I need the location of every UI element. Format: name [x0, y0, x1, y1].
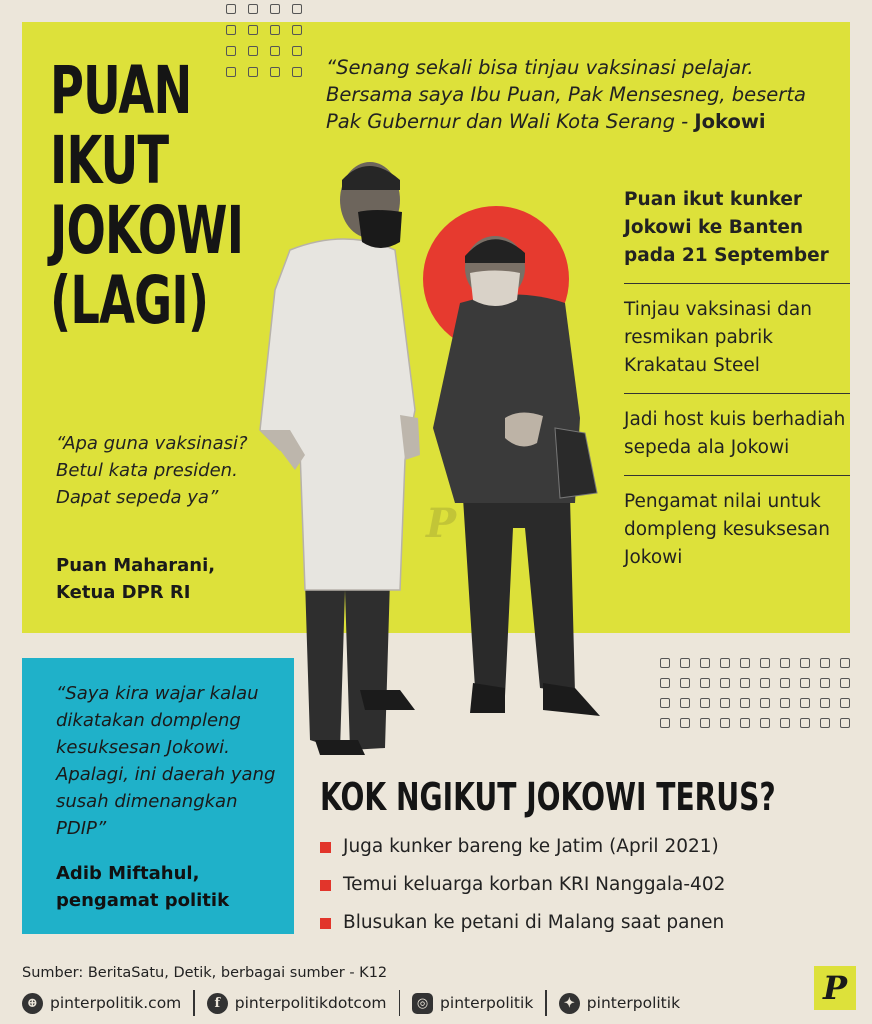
- divider: [399, 990, 401, 1016]
- social-website[interactable]: [22, 993, 181, 1014]
- instagram-icon: ◎: [412, 993, 433, 1014]
- social-twitter[interactable]: [559, 993, 680, 1014]
- decorative-dot-grid: [660, 658, 850, 728]
- kok-title: KOK NGIKUT JOKOWI TERUS?: [320, 775, 776, 819]
- list-item-text: Juga kunker bareng ke Jatim (April 2021): [343, 836, 719, 857]
- headline-line: JOKOWI: [50, 192, 244, 269]
- social-instagram[interactable]: [412, 993, 533, 1014]
- adib-quote: “Saya kira wajar kalau dikatakan dompleng kesuksesan Jokowi. Apalagi, ini daerah yang susah dimenangkan PDIP”: [56, 683, 276, 839]
- red-square-bullet-icon: [320, 842, 331, 853]
- fact-item: Jadi host kuis berhadiah sepeda ala Jokowi: [624, 394, 850, 476]
- puan-photo: [425, 228, 605, 728]
- pinterpolitik-watermark: P: [425, 499, 457, 547]
- red-square-bullet-icon: [320, 880, 331, 891]
- divider: [193, 990, 195, 1016]
- fact-item: Pengamat nilai untuk dompleng kesuksesan Jokowi: [624, 491, 830, 568]
- twitter-label: pinterpolitik: [586, 994, 681, 1012]
- list-item: [320, 828, 860, 866]
- facebook-label: pinterpolitikdotcom: [234, 994, 387, 1012]
- list-item-text: Temui keluarga korban KRI Nanggala-402: [343, 874, 726, 895]
- adib-title: pengamat politik: [56, 890, 230, 911]
- source-note: Sumber: BeritaSatu, Detik, berbagai sumber - K12: [22, 965, 388, 981]
- list-item-text: Blusukan ke petani di Malang saat panen: [343, 912, 725, 933]
- puan-silhouette: [425, 228, 605, 728]
- fact-item: Puan ikut kunker Jokowi ke Banten pada 21 September: [624, 186, 850, 284]
- puan-quote: “Apa guna vaksinasi? Betul kata presiden. Dapat sepeda ya”: [56, 433, 248, 508]
- red-square-bullet-icon: [320, 918, 331, 929]
- puan-attribution: [56, 552, 276, 606]
- adib-name: Adib Miftahul,: [56, 863, 200, 884]
- social-footer: [22, 990, 680, 1016]
- decorative-dot-grid: [226, 4, 302, 77]
- list-item: [320, 866, 860, 904]
- instagram-label: pinterpolitik: [440, 994, 534, 1012]
- jokowi-quote: [326, 54, 836, 135]
- kok-list: [320, 828, 860, 942]
- jokowi-quote-author: Jokowi: [694, 110, 766, 133]
- facebook-icon: f: [207, 993, 228, 1014]
- headline-line: PUAN: [50, 52, 192, 129]
- jokowi-quote-text: “Senang sekali bisa tinjau vaksinasi pelajar. Bersama saya Ibu Puan, Pak Mensesneg, beserta Pak Gubernur dan Wali Kota Serang -: [326, 56, 806, 133]
- globe-icon: ⊕: [22, 993, 43, 1014]
- headline-line: IKUT: [50, 122, 169, 199]
- divider: [545, 990, 547, 1016]
- fact-item: Tinjau vaksinasi dan resmikan pabrik Krakatau Steel: [624, 284, 850, 394]
- adib-attribution: [56, 860, 286, 914]
- twitter-icon: ✦: [559, 993, 580, 1014]
- facts-list: [624, 186, 850, 585]
- puan-name: Puan Maharani,: [56, 555, 216, 576]
- pinterpolitik-logo: P: [814, 966, 856, 1010]
- headline-line: (LAGI): [50, 262, 209, 339]
- social-facebook[interactable]: [207, 993, 387, 1014]
- headline: [50, 52, 244, 339]
- list-item: [320, 904, 860, 942]
- website-label: pinterpolitik.com: [50, 994, 182, 1012]
- puan-title: Ketua DPR RI: [56, 582, 191, 603]
